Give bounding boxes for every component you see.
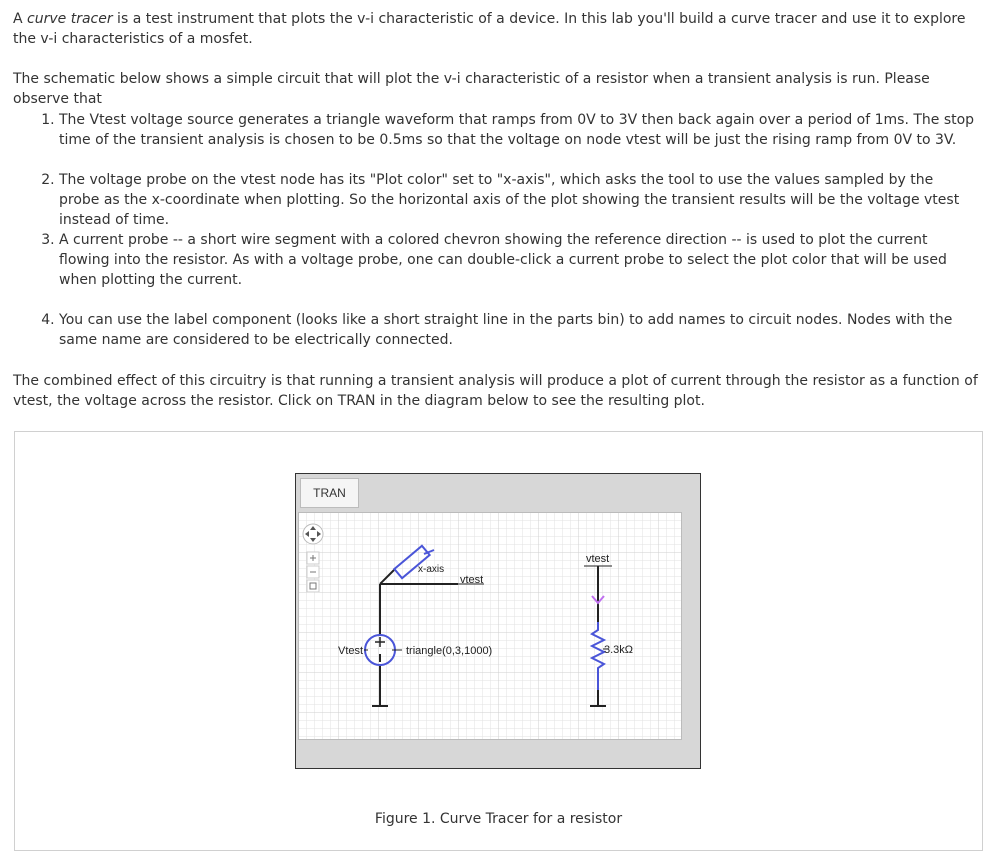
schematic-canvas[interactable]: [298, 512, 682, 740]
schematic-toolbar: [298, 512, 331, 740]
source-name: Vtest: [338, 645, 364, 657]
node-label-text: vtest: [460, 574, 484, 586]
conclusion-paragraph: The combined effect of this circuitry is that running a transient analysis will produce a plot of current through the resistor as a function of vtest, the voltage across the resistor. Click on TRAN in the diagram below to see the resulting plot.: [13, 373, 978, 409]
tran-button[interactable]: TRAN: [300, 478, 359, 508]
resistor-value: 3.3kΩ: [604, 644, 634, 656]
schematic-intro-paragraph: The schematic below shows a simple circuit that will plot the v-i characteristic of a resistor when a transient analysis is run. Please observe that: [13, 71, 930, 107]
resistor-node-text: vtest: [586, 553, 610, 565]
source-value: triangle(0,3,1000): [406, 645, 493, 657]
observation-list: [13, 110, 978, 350]
zoom-fit-icon[interactable]: [307, 580, 319, 592]
zoom-in-icon[interactable]: [307, 552, 319, 564]
pan-control[interactable]: [303, 524, 323, 544]
schematic-tool: [295, 473, 701, 769]
observation-item: 2. The voltage probe on the vtest node has its "Plot color" set to "x-axis", which asks the tool to use the values sampled by the probe as the x-coordinate when plotting. So the horizontal axis of the plot showing the transient results will be the voltage vtest instead of time.: [59, 170, 978, 210]
probe-label: x-axis: [418, 564, 445, 575]
observation-item: 1. The Vtest voltage source generates a triangle waveform that ramps from 0V to 3V then back again over a period of 1ms. The stop time of the transient analysis is chosen to be 0.5ms so that the voltage on node vtest will be just the rising ramp from 0V to 3V.: [59, 110, 978, 150]
intro-paragraph: A curve tracer is a test instrument that plots the v-i characteristic of a device. In this lab you'll build a curve tracer and use it to explore the v-i characteristics of a mosfet.: [13, 11, 966, 47]
zoom-out-icon[interactable]: [307, 566, 319, 578]
figure-caption: Figure 1. Curve Tracer for a resistor: [374, 811, 623, 827]
observation-item: 4. You can use the label component (looks like a short straight line in the parts bin) to add names to circuit nodes. Nodes with the same name are considered to be electrically connected.: [59, 310, 978, 350]
figure-frame: [14, 431, 983, 851]
curve-tracer-term: curve tracer: [27, 11, 113, 27]
observation-item: 3. A current probe -- a short wire segment with a colored chevron showing the reference direction -- is used to plot the current flowing into the resistor. As with a voltage probe, one can double-click a current probe to select the plot color that will be used when plotting the current.: [59, 230, 978, 290]
